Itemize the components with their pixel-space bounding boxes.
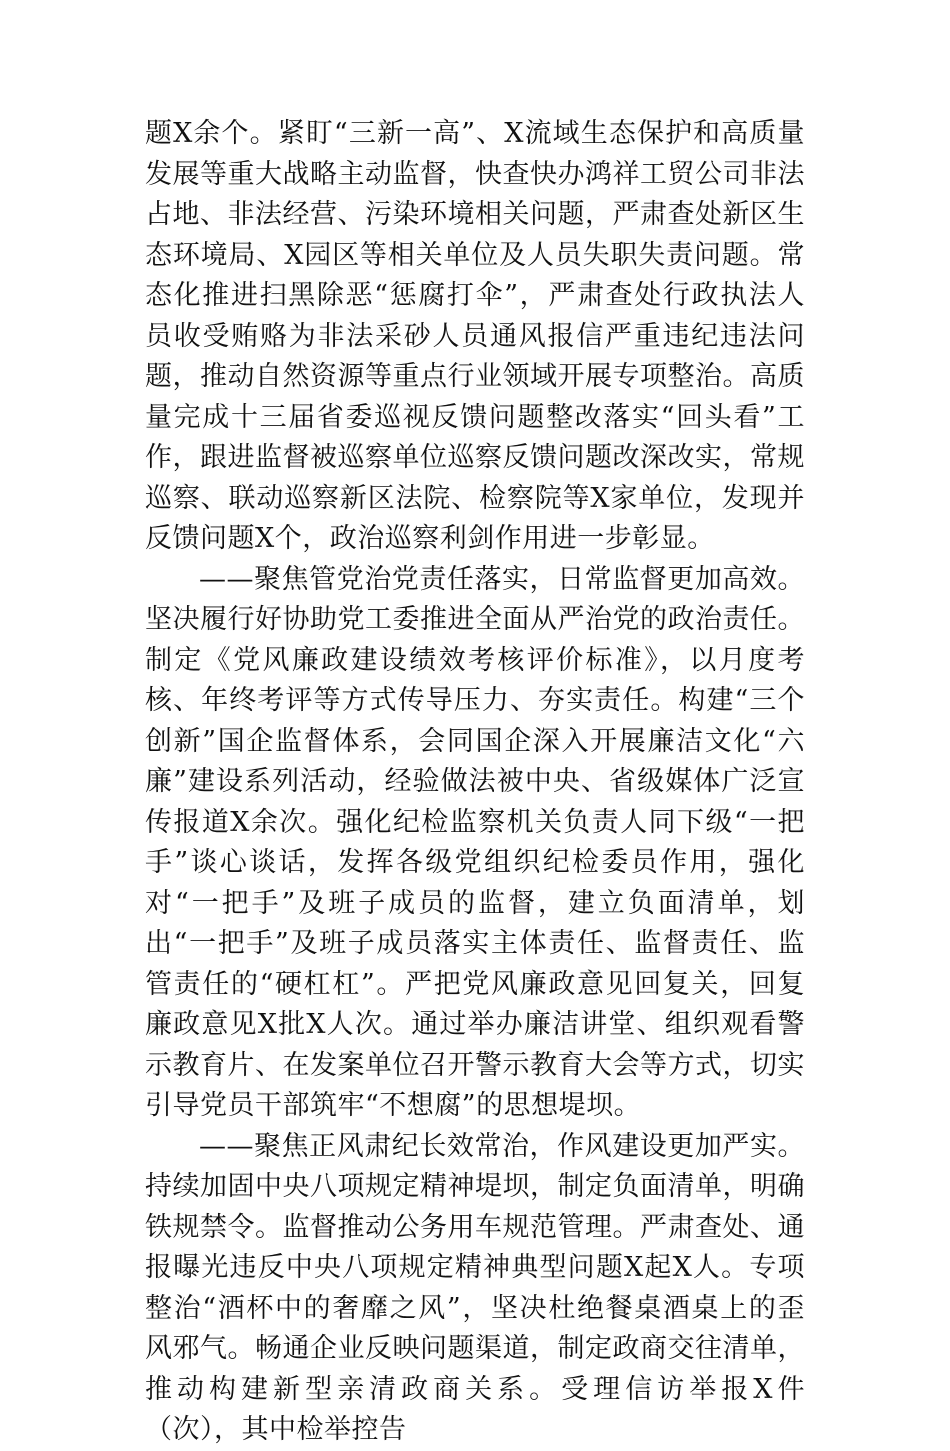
paragraph-continuation: 题X余个。紧盯“三新一高”、X流域生态保护和高质量发展等重大战略主动监督，快查快办鸿祥工贸公司非法占地、非法经营、污染环境相关问题，严肃查处新区生态环境局、X园区等相关单位及人员失职失责问题。常态化推进扫黑除恶“惩腐打伞”，严肃查处行政执法人员收受贿赂为非法采砂人员通风报信严重违纪违法问题，推动自然资源等重点行业领域开展专项整治。高质量完成十三届省委巡视反馈问题整改落实“回头看”工作，跟进监督被巡察单位巡察反馈问题改深改实，常规巡察、联动巡察新区法院、检察院等X家单位，发现并反馈问题X个，政治巡察利剑作用进一步彰显。 (145, 118, 805, 554)
paragraph-party-governance: ——聚焦管党治党责任落实，日常监督更加高效。坚决履行好协助党工委推进全面从严治党的政治责任。制定《党风廉政建设绩效考核评价标准》，以月度考核、年终考评等方式传导压力、夯实责任。构建“三个创新”国企监督体系，会同国企深入开展廉洁文化“六廉”建设系列活动，经验做法被中央、省级媒体广泛宣传报道X余次。强化纪检监察机关负责人同下级“一把手”谈心谈话，发挥各级党组织纪检委员作用，强化对“一把手”及班子成员的监督，建立负面清单，划出“一把手”及班子成员落实主体责任、监督责任、监管责任的“硬杠杠”。严把党风廉政意见回复关，回复廉政意见X批X人次。通过举办廉洁讲堂、组织观看警示教育片、在发案单位召开警示教育大会等方式，切实引导党员干部筑牢“不想腐”的思想堤坝。 (145, 563, 805, 1121)
paragraph-work-style: ——聚焦正风肃纪长效常治，作风建设更加严实。持续加固中央八项规定精神堤坝，制定负面清单，明确铁规禁令。监督推动公务用车规范管理。严肃查处、通报曝光违反中央八项规定精神典型问题X起X人。专项整治“酒杯中的奢靡之风”，坚决杜绝餐桌酒桌上的歪风邪气。畅通企业反映问题渠道，制定政商交往清单，推动构建新型亲清政商关系。受理信访举报X件（次），其中检举控告 (145, 1130, 805, 1445)
document-body (145, 114, 805, 1451)
